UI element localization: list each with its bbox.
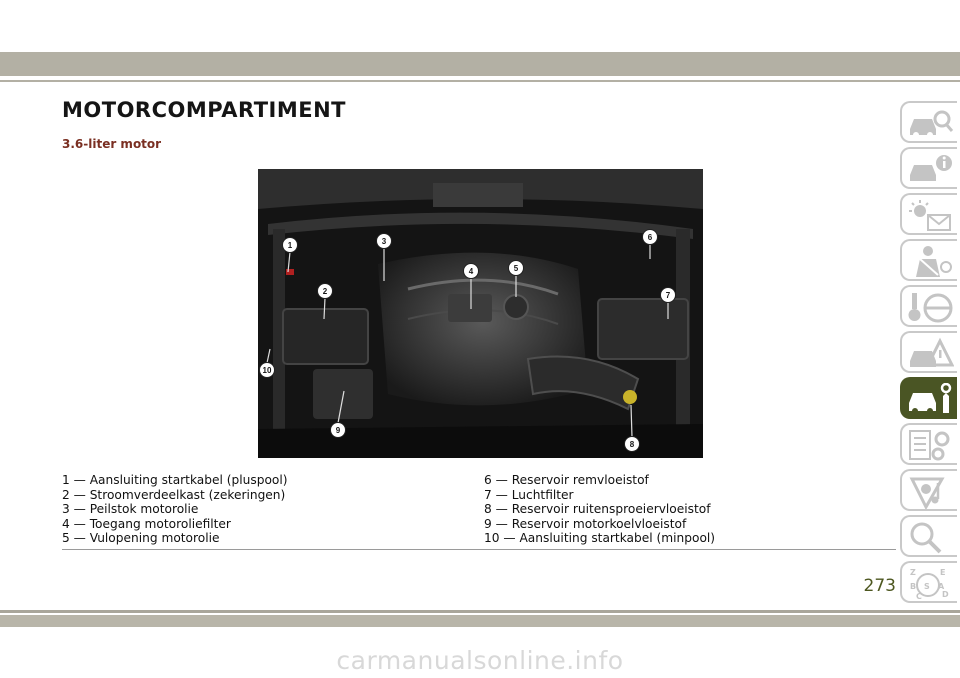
car-search-icon <box>906 107 954 141</box>
car-warning-triangle-icon <box>906 337 954 371</box>
svg-text:7: 7 <box>665 291 671 300</box>
legend-item: 4 — Toegang motoroliefilter <box>62 516 231 531</box>
legend-item: 10 — Aansluiting startkabel (minpool) <box>484 531 716 546</box>
tab-multimedia[interactable] <box>900 469 957 511</box>
seat-belt-passenger-icon <box>906 245 954 279</box>
legend-divider <box>62 549 896 550</box>
car-info-icon <box>906 153 954 187</box>
magnifier-icon <box>906 521 954 555</box>
tab-customer-assistance[interactable] <box>900 515 957 557</box>
engine-compartment-photo <box>258 169 703 458</box>
tab-service-maintenance[interactable] <box>900 377 957 419</box>
legend-item: 8 — Reservoir ruitensproeiervloeistof <box>484 502 711 517</box>
music-navigation-icon <box>906 475 954 509</box>
svg-text:9: 9 <box>335 426 341 435</box>
bottom-band-line <box>0 610 960 613</box>
svg-text:C: C <box>916 592 922 601</box>
svg-text:B: B <box>910 582 917 591</box>
svg-text:2: 2 <box>322 287 328 296</box>
legend-right-column <box>484 473 715 546</box>
page-number: 273 <box>863 576 896 596</box>
legend-item: 7 — Luchtfilter <box>484 487 574 502</box>
tab-index[interactable] <box>900 561 957 603</box>
checklist-gear-icon <box>906 429 954 463</box>
svg-text:8: 8 <box>629 440 635 449</box>
svg-text:A: A <box>938 582 945 591</box>
legend-item: 3 — Peilstok motorolie <box>62 502 199 517</box>
svg-text:S: S <box>924 582 930 591</box>
svg-text:D: D <box>942 590 949 599</box>
svg-text:4: 4 <box>468 267 474 276</box>
bottom-band <box>0 615 960 627</box>
tab-warning-lights[interactable] <box>900 193 957 235</box>
tab-starting-driving[interactable] <box>900 285 957 327</box>
legend-item: 6 — Reservoir remvloeistof <box>484 473 649 487</box>
svg-text:6: 6 <box>647 233 653 242</box>
warning-light-message-icon <box>906 199 954 233</box>
page-title: MOTORCOMPARTIMENT <box>62 98 346 122</box>
svg-text:1: 1 <box>287 241 293 250</box>
legend-left-column <box>62 473 288 546</box>
engine-illustration <box>258 169 703 458</box>
svg-text:3: 3 <box>381 237 387 246</box>
svg-text:5: 5 <box>513 264 519 273</box>
watermark: carmanualsonline.info <box>336 646 624 675</box>
svg-text:Z: Z <box>910 568 916 577</box>
svg-text:10: 10 <box>262 366 272 375</box>
tab-car-search[interactable] <box>900 101 957 143</box>
alphabet-index-icon <box>906 567 954 601</box>
tab-safety[interactable] <box>900 239 957 281</box>
tab-emergency[interactable] <box>900 331 957 373</box>
car-wrench-icon <box>906 383 954 417</box>
section-subtitle: 3.6-liter motor <box>62 137 162 151</box>
top-header-line <box>0 80 960 82</box>
legend-item: 2 — Stroomverdeelkast (zekeringen) <box>62 487 286 502</box>
legend-item: 5 — Vulopening motorolie <box>62 531 220 546</box>
legend-item: 9 — Reservoir motorkoelvloeistof <box>484 516 687 531</box>
legend-item: 1 — Aansluiting startkabel (pluspool) <box>62 473 288 487</box>
top-header-band <box>0 52 960 76</box>
tab-car-info[interactable] <box>900 147 957 189</box>
steering-wheel-key-icon <box>906 291 954 325</box>
tab-technical-specs[interactable] <box>900 423 957 465</box>
svg-text:E: E <box>940 568 946 577</box>
